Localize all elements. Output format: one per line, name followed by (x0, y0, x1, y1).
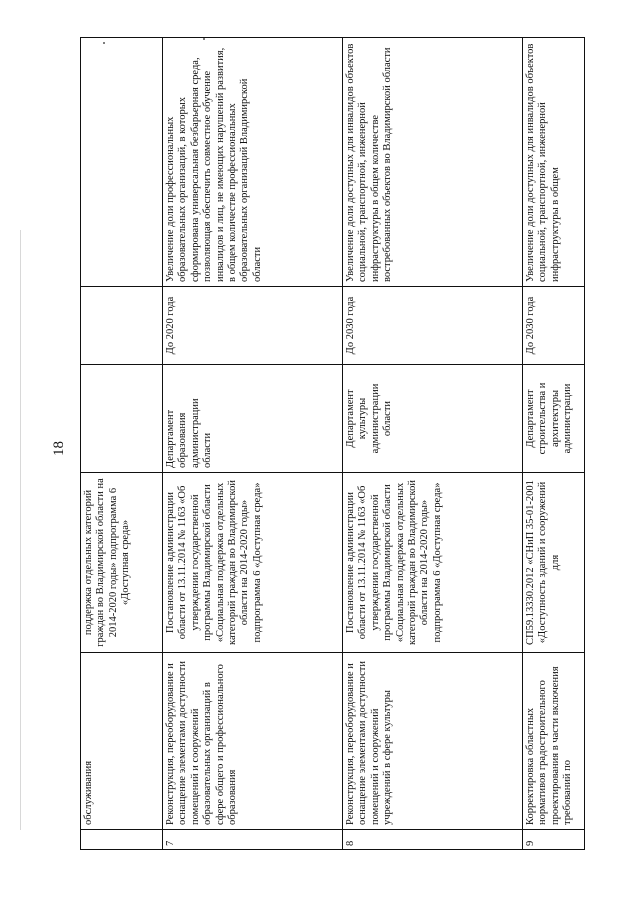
deadline-cell: До 2020 года (163, 287, 343, 365)
row-number: 7 (163, 830, 343, 850)
table-row (523, 38, 585, 850)
table-row (81, 38, 163, 850)
result-cell: Увеличение доли доступных для инвалидов объектов социальной, транспортной, инженерной инфраструктуры в общем (523, 38, 585, 287)
row-number: 9 (523, 830, 585, 850)
deadline-cell: До 2030 года (343, 287, 523, 365)
result-cell: Увеличение доли доступных для инвалидов объектов социальной, транспортной, инженерной инфраструктуры в общем количестве востребованных объектов во Владимирской области (343, 38, 523, 287)
responsible-cell (81, 365, 163, 473)
responsible-cell: Департамент образования администрации области (163, 365, 343, 473)
document-cell: СП59.13330.2012 «СНиП 35-01-2001 «Доступность зданий и сооружений для (523, 473, 585, 653)
document-cell: Постановление администрации области от 13.11.2014 № 1163 «Об утверждении государственной программы Владимирской области «Социальная поддержка отдельных категорий граждан во Владимирской области на 2014-2020 годы» подпрограмма 6 «Доступная среда» (343, 473, 523, 653)
page-number: 18 (51, 441, 67, 456)
table-row (343, 38, 523, 850)
table-row (163, 38, 343, 850)
document-cell: Постановление администрации области от 13.11.2014 № 1163 «Об утверждении государственной программы Владимирской области «Социальная поддержка отдельных категорий граждан во Владимирской области на 2014-2020 годы» подпрограмма 6 «Доступная среда» (163, 473, 343, 653)
measures-table (80, 37, 585, 850)
responsible-cell: Департамент культуры администрации области (343, 365, 523, 473)
result-cell: Увеличение доли профессиональных образовательных организаций, в которых сформирована универсальная безбарьерная среда, позволяющая обеспечить совместное обучение инвалидов и лиц, не имеющих нарушений развития, в общем количестве профессиональных образовательных организаций Владимирской области (163, 38, 343, 287)
measure-cell: Реконструкция, переоборудование и оснащение элементами доступности помещений и сооружений образовательных организаций в сфере общего и профессионального образования (163, 653, 343, 830)
scan-edge-line (20, 230, 21, 830)
responsible-cell: Департамент строительства и архитектуры администрации (523, 365, 585, 473)
measure-cell: обслуживания (81, 653, 163, 830)
measure-cell: Реконструкция, переоборудование и оснащение элементами доступности помещений и сооружений учреждений в сфере культуры (343, 653, 523, 830)
deadline-cell (81, 287, 163, 365)
document-cell: поддержка отдельных категорий граждан во Владимирской области на 2014-2020 годы» подпрограмма 6 «Доступная среда» (81, 473, 163, 653)
result-cell (81, 38, 163, 287)
rotated-table-container (80, 38, 592, 850)
measure-cell: Корректировка областных нормативов градостроительного проектирования в части включения требований по (523, 653, 585, 830)
row-number (81, 830, 163, 850)
deadline-cell: До 2030 года (523, 287, 585, 365)
row-number: 8 (343, 830, 523, 850)
